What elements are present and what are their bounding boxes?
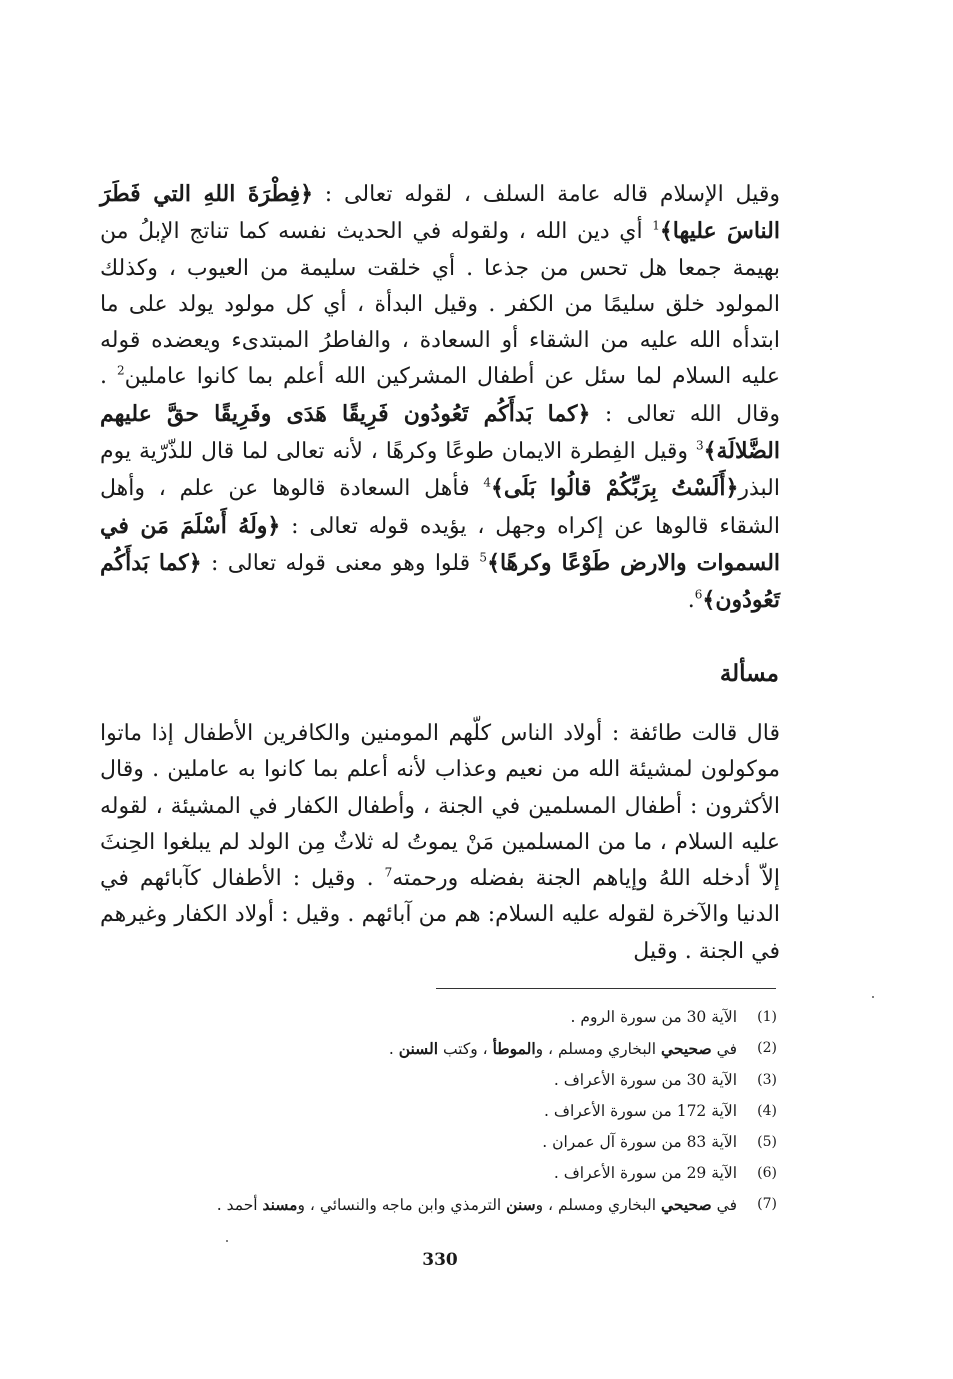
- footnote-text: [389, 1033, 737, 1065]
- footnote-number: (5): [757, 1134, 777, 1150]
- text-run: وقيل الفِطرة الايمان طوعًا وكرهًا ، لأنه تعالى لما قال للذّرّية يوم البذر: [100, 439, 780, 502]
- footnote-source-title: سنن: [506, 1195, 536, 1214]
- footnote-item: [157, 1096, 777, 1127]
- footnotes-list: [157, 1002, 777, 1221]
- footnote-text-run: الآية 172 من سورة الأعراف .: [544, 1102, 737, 1120]
- footnote-ref: 5: [479, 550, 488, 565]
- quran-quote: ﴿ولَهُ أَسْلَمَ مَن في السموات والارض طَوْعًا وكرهًا﴾: [100, 512, 781, 576]
- footnote-number: (7): [757, 1196, 777, 1212]
- footnote-source-title: الموطأ: [492, 1039, 536, 1058]
- footnote-item: [157, 1189, 777, 1221]
- footnote-source-title: صحيحي: [660, 1195, 712, 1214]
- footnote-ref: 6: [694, 587, 703, 602]
- footnote-text-run: .: [388, 1040, 399, 1058]
- footnote-text-run: البخاري ومسلم ، و: [535, 1040, 661, 1058]
- footnote-text: [571, 1002, 737, 1033]
- text-run: قلوا وهو معنى قوله تعالى :: [201, 550, 480, 576]
- footnote-ref: 3: [695, 438, 704, 453]
- text-run: وقيل الإسلام قاله عامة السلف ، لقوله تعالى :: [312, 182, 780, 207]
- footnote-text-run: البخاري ومسلم ، و: [535, 1196, 661, 1214]
- footnote-text-run: في: [711, 1196, 737, 1214]
- footnote-item: [157, 1002, 777, 1033]
- footnote-number: (2): [757, 1040, 777, 1056]
- footnote-ref: 1: [652, 218, 660, 233]
- footnote-item: [157, 1158, 777, 1189]
- footnote-text-run: في: [711, 1040, 737, 1058]
- text-run: قال قالت طائفة : أولاد الناس كلّهم المومنين والكافرين الأطفال إذا ماتوا موكولون لمشيئة الله من نعيم وعذاب لأنه أعلم بما كانوا به عاملين . وقال الأكثرون : أطفال المسلمين في الجنة ، وأطفال الكفار في المشيئة ، لقوله عليه السلام ، ما من المسلمين مَنْ يموتُ له ثلاثٌ مِن الولد لم يبلغوا الحِنثَ إلاّ أدخله اللهُ وإياهم الجنة بفضله ورحمته: [100, 721, 780, 892]
- text-run: أي دين الله ، ولقوله في الحديث نفسه كما تناتج الإبلُ من بهيمة جمعا هل تحس من جذعا . أي خلقت سليمة من العيوب ، وكذلك المولود خلق سليمًا من الكفر . وقيل البدأة ، أي كل مولود يولد على ما ابتدأه الله عليه من الشقاء أو السعادة ، والفاطرُ المبتدىء ويعضده قوله عليه السلام لما سئل عن أطفال المشركين الله أعلم بما كانوا عاملين: [100, 219, 780, 390]
- paragraph-text: [100, 176, 780, 620]
- quran-quote: ﴿أَلَسْتُ بِرَبِّكُمْ قالُوا بَلَى﴾: [491, 475, 739, 502]
- footnote-text: [554, 1065, 737, 1096]
- footnote-text-run: أحمد .: [216, 1196, 263, 1214]
- footnote-source-title: السنن: [398, 1039, 439, 1058]
- footnote-text: [554, 1158, 737, 1189]
- footnote-item: [157, 1065, 777, 1096]
- body-paragraph-2: [100, 716, 780, 970]
- footnote-text: [217, 1189, 737, 1221]
- quran-quote: ﴿كما بَدأَكُم تَعُودُون﴾: [100, 549, 780, 614]
- footnote-text-run: ، وكتب: [438, 1040, 493, 1058]
- footnote-number: (6): [757, 1165, 777, 1181]
- text-run: . وقال الله تعالى :: [100, 364, 780, 427]
- text-run: .: [687, 588, 695, 614]
- section-heading: مسألة: [719, 660, 779, 687]
- scan-speck: [226, 1240, 228, 1242]
- quran-quote: ﴿كما بَدأَكُم تَعُودُون فَرِيقًا هَدَى وفَرِيقًا حقَّ عليهم الضَّلالَة﴾: [100, 400, 780, 465]
- footnote-item: [157, 1033, 777, 1065]
- paragraph-text: [100, 716, 780, 970]
- body-paragraph-1: [100, 176, 780, 620]
- text-run: . وقيل : الأطفال كآبائهم في الدنيا والآخرة لقوله عليه السلام: هم من آبائهم . وقيل : أولاد الكفار وغيرهم في الجنة . وقيل: [100, 866, 780, 964]
- text-run: فأهل السعادة قالوها عن علم ، وأهل الشقاء قالوها عن إكراه وجهل ، يؤيده قوله تعالى :: [100, 476, 780, 539]
- footnote-text: [544, 1096, 737, 1127]
- footnote-ref: 7: [384, 865, 393, 880]
- footnote-source-title: مسند: [262, 1195, 298, 1214]
- footnote-ref: 4: [483, 476, 491, 491]
- footnote-source-title: صحيحي: [660, 1039, 712, 1058]
- footnote-item: [157, 1127, 777, 1158]
- page-number: 330: [422, 1250, 458, 1270]
- scan-speck: [872, 996, 874, 998]
- footnote-text: [542, 1127, 737, 1158]
- footnote-separator: [436, 988, 776, 989]
- footnote-text-run: الآية 83 من سورة آل عمران .: [542, 1133, 737, 1151]
- quran-quote: ﴿فِطْرَةَ اللهِ التي فَطَرَ الناسَ عليها﴾: [100, 181, 780, 245]
- footnote-number: (1): [757, 1009, 777, 1025]
- footnote-text-run: الآية 30 من سورة الروم .: [570, 1008, 737, 1026]
- footnote-text-run: الآية 29 من سورة الأعراف .: [553, 1164, 737, 1182]
- footnote-text-run: الآية 30 من سورة الأعراف .: [553, 1071, 737, 1089]
- footnote-number: (3): [757, 1072, 777, 1088]
- footnote-text-run: الترمذي وابن ماجه والنسائي ، و: [297, 1196, 507, 1214]
- footnote-number: (4): [757, 1103, 777, 1119]
- footnote-ref: 2: [116, 364, 125, 379]
